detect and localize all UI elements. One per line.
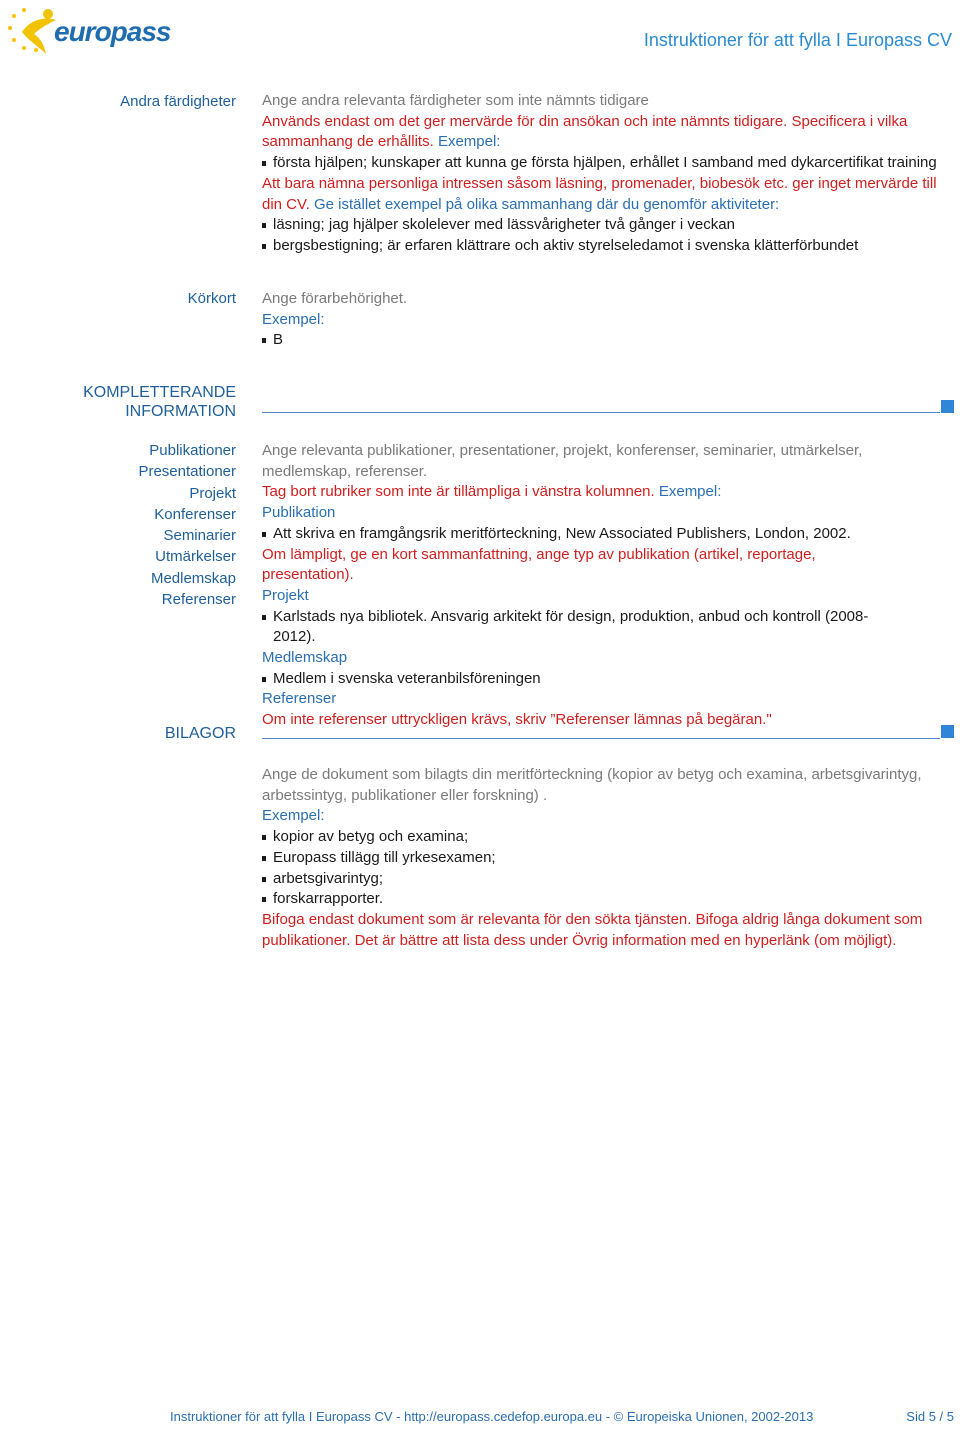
andra-bullet-2: läsning; jag hjälper skolelever med lässvårigheter två gånger i veckan	[262, 215, 954, 236]
europass-logo	[4, 2, 184, 60]
label-presentationer: Presentationer	[138, 463, 236, 481]
section-rule-kompletterande	[262, 412, 940, 413]
document-title: Instruktioner för att fylla I Europass CV	[643, 30, 952, 50]
korkort-intro: Ange förarbehörighet.	[262, 290, 408, 307]
andra-intro: Ange andra relevanta färdigheter som inte nämnts tidigare	[262, 92, 649, 109]
label-medlemskap: Medlemskap	[150, 569, 236, 587]
korkort-example-label: Exempel:	[262, 310, 325, 328]
label-andra-fardigheter: Andra färdigheter	[120, 93, 236, 110]
komp-intro: Ange relevanta publikationer, presentationer, projekt, konferenser, seminarier, utmärkelser, medlemskap, referenser.	[262, 442, 863, 480]
section-rule-bilagor	[262, 738, 940, 739]
section-rule-square-icon	[941, 725, 954, 738]
label-korkort: Körkort	[187, 290, 236, 307]
page-footer: Instruktioner för att fylla I Europass CV - http://europass.cedefop.europa.eu - © Europeiska Unionen, 2002-2013	[170, 1409, 814, 1424]
komp-projekt-bullet: Karlstads nya bibliotek. Ansvarig arkitekt för design, produktion, anbud och kontroll (2008-2012).	[262, 607, 882, 648]
komp-medlemskap-heading: Medlemskap	[262, 649, 348, 667]
komp-publikation-heading: Publikation	[262, 504, 336, 522]
label-konferenser: Konferenser	[154, 505, 236, 523]
label-utmarkelser: Utmärkelser	[155, 548, 236, 566]
andra-bullet-3: bergsbestigning; är erfaren klättrare och aktiv styrelseledamot i svenska klätterförbundet	[262, 236, 954, 257]
bilagor-content	[262, 765, 954, 951]
bilagor-intro: Ange de dokument som bilagts din meritförteckning (kopior av betyg och examina, arbetsgivarintyg, arbetssintyg, publikationer eller forskning) .	[262, 766, 922, 804]
andra-note: Används endast om det ger mervärde för din ansökan och inte nämnts tidigare. Specificera i vilka sammanhang de erhållits. Exempel:	[262, 112, 908, 151]
bilagor-bullet-1: kopior av betyg och examina;	[262, 827, 954, 848]
bilagor-note: Bifoga endast dokument som är relevanta för den sökta tjänsten. Bifoga aldrig långa dokument som publikationer. Det är bättre att lista dess under Övrig information med en hyperlänk (om möjligt).	[262, 910, 923, 949]
bilagor-bullet-4: forskarrapporter.	[262, 889, 954, 910]
andra-bullet-1: första hjälpen; kunskaper att kunna ge första hjälpen, erhållet I samband med dykarcertifikat training	[262, 153, 954, 174]
section-rule-square-icon	[941, 400, 954, 413]
komp-labels	[138, 440, 236, 610]
label-projekt: Projekt	[189, 484, 236, 502]
komp-note: Tag bort rubriker som inte är tillämpliga i vänstra kolumnen. Exempel:	[262, 483, 722, 501]
label-seminarier: Seminarier	[163, 527, 236, 545]
komp-referenser-note: Om inte referenser uttryckligen krävs, skriv ”Referenser lämnas på begäran."	[262, 711, 772, 729]
bilagor-bullet-3: arbetsgivarintyg;	[262, 869, 954, 890]
komp-referenser-heading: Referenser	[262, 690, 337, 708]
andra-content	[262, 91, 954, 257]
label-referenser: Referenser	[161, 591, 236, 609]
korkort-content	[262, 289, 954, 351]
bilagor-bullet-2: Europass tillägg till yrkesexamen;	[262, 848, 954, 869]
section-heading-kompletterande: KOMPLETTERANDE INFORMATION	[83, 384, 236, 420]
komp-publikation-note: Om lämpligt, ge en kort sammanfattning, ange typ av publikation (artikel, reportage, presentation).	[262, 545, 816, 584]
bilagor-example-label: Exempel:	[262, 807, 325, 825]
logo-wordmark: europass	[54, 16, 171, 47]
korkort-bullet: B	[262, 330, 954, 351]
komp-medlemskap-bullet: Medlem i svenska veteranbilsföreningen	[262, 669, 882, 690]
komp-publikation-bullet: Att skriva en framgångsrik meritförteckning, New Associated Publishers, London, 2002.	[262, 524, 882, 545]
andra-note-2: Att bara nämna personliga intressen såsom läsning, promenader, biobesök etc. ger inget mervärde till din CV. Ge istället exempel på olika sammanhang där du genomför aktiviteter:	[262, 174, 937, 213]
section-heading-bilagor: BILAGOR	[164, 725, 236, 742]
page-number: Sid 5 / 5	[906, 1409, 954, 1424]
label-publikationer: Publikationer	[149, 442, 236, 459]
komp-projekt-heading: Projekt	[262, 586, 309, 604]
komp-content	[262, 441, 882, 731]
